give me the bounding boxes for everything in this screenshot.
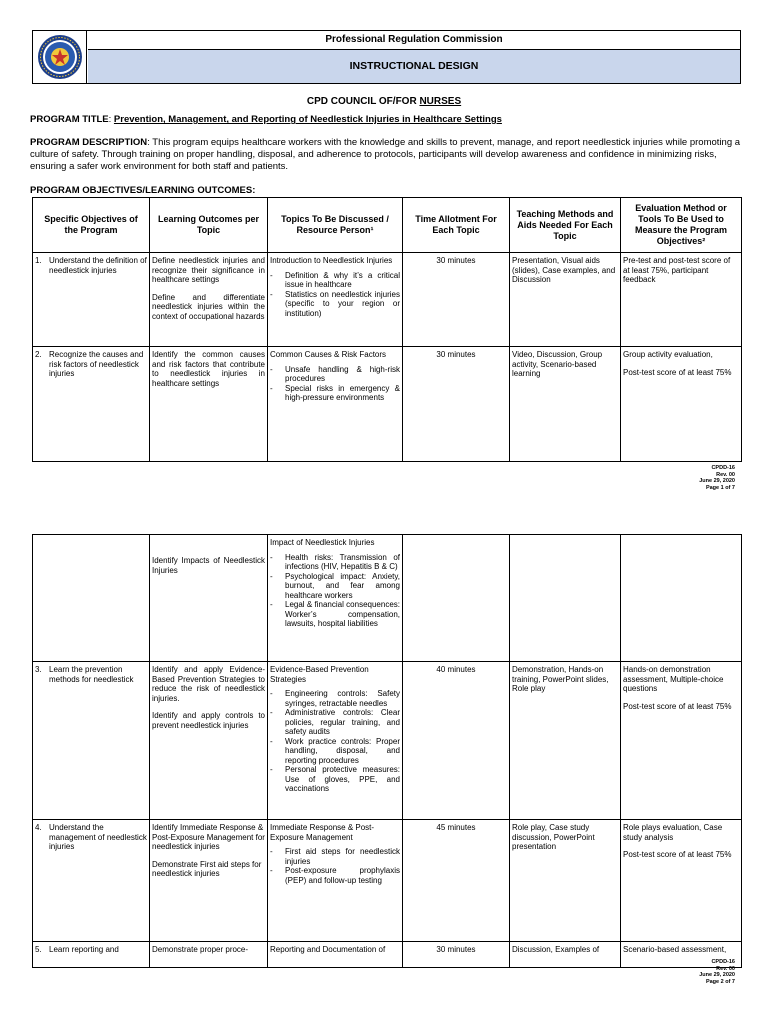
- topic-bullet: - Post-exposure prophylaxis (PEP) and follow-up testing: [270, 866, 400, 885]
- program-title-value: Prevention, Management, and Reporting of Needlestick Injuries in Healthcare Settings: [113, 114, 502, 125]
- outcome-text: Define and differentiate needlestick injuries within the context of occupational hazards: [152, 292, 265, 321]
- table-row: [33, 253, 742, 347]
- evaluation-cell: [621, 535, 742, 662]
- methods-cell: Video, Discussion, Group activity, Scenario-based learning: [510, 347, 621, 462]
- outcome-text: Identify and apply Evidence-Based Prevention Strategies to reduce the risk of needlestick injuries.: [152, 665, 265, 703]
- topic-cell: [268, 535, 403, 662]
- topic-bullet: - Statistics on needlestick injuries (specific to your region or institution): [270, 290, 400, 319]
- page-footer: [699, 959, 735, 985]
- methods-cell: Demonstration, Hands-on training, PowerPoint slides, Role play: [510, 662, 621, 820]
- topic-list: [270, 365, 400, 403]
- evaluation-text: Post-test score of at least 75%: [623, 850, 732, 859]
- methods-cell: Role play, Case study discussion, PowerPoint presentation: [510, 820, 621, 942]
- column-header: Topics To Be Discussed / Resource Person¹: [268, 198, 403, 253]
- column-header: Learning Outcomes per Topic: [150, 198, 268, 253]
- table-header-row: [33, 198, 742, 253]
- objective-number: 5.: [35, 945, 42, 954]
- methods-cell: Discussion, Examples of: [510, 942, 621, 968]
- outcome-cell: [150, 820, 268, 942]
- time-cell: 45 minutes: [403, 820, 510, 942]
- topic-list: [270, 553, 400, 629]
- topic-bullet: - Unsafe handling & high-risk procedures: [270, 365, 400, 384]
- objective-number: 3.: [35, 665, 42, 674]
- form-code: CPDD-16: [711, 959, 735, 965]
- objective-cell: [33, 942, 150, 968]
- outcome-cell: Identify the common causes and risk factors that contribute to needlestick injuries in healthcare settings: [150, 347, 268, 462]
- outcome-cell: Demonstrate proper proce-: [150, 942, 268, 968]
- revision-date: June 29, 2020: [699, 972, 735, 978]
- column-header: Teaching Methods and Aids Needed For Each Topic: [510, 198, 621, 253]
- council-heading: [0, 96, 768, 107]
- organization-name: Professional Regulation Commission: [88, 31, 740, 50]
- document-type-title: INSTRUCTIONAL DESIGN: [88, 50, 740, 83]
- page-number: Page 1 of 7: [705, 484, 735, 491]
- time-cell: 30 minutes: [403, 942, 510, 968]
- evaluation-cell: [621, 820, 742, 942]
- document-page-2: [0, 500, 768, 1024]
- topic-bullet: - Special risks in emergency & high-pressure environments: [270, 384, 400, 403]
- document-page-1: [0, 0, 768, 500]
- objectives-table-continued: [32, 534, 742, 968]
- objective-cell: [33, 535, 150, 662]
- objectives-table: [32, 197, 742, 462]
- program-description-text: : This program equips healthcare workers with the knowledge and skills to prevent, manage, and report needlestick injuries while promoting a culture of safety. Through training on proper handling, disposal, and adherence to protocols, participants will develop awareness and confidence in minimizing risks, ensuring a safer work environment for both staff and patients.: [30, 137, 741, 172]
- table-row: [33, 820, 742, 942]
- time-cell: 40 minutes: [403, 662, 510, 820]
- evaluation-cell: [621, 662, 742, 820]
- objective-cell: [33, 662, 150, 820]
- objective-cell: [33, 347, 150, 462]
- objective-cell: [33, 820, 150, 942]
- topic-list: [270, 271, 400, 319]
- topic-bullet: - Engineering controls: Safety syringes, retractable needles: [270, 689, 400, 708]
- outcome-cell: [150, 662, 268, 820]
- topic-bullet: - Work practice controls: Proper handling, disposal, and reporting procedures: [270, 737, 400, 766]
- document-header: [32, 30, 741, 84]
- revision: Rev. 00: [716, 965, 735, 972]
- evaluation-text: Post-test score of at least 75%: [623, 701, 732, 711]
- table-row: [33, 662, 742, 820]
- evaluation-text: Group activity evaluation,: [623, 350, 713, 359]
- topic-cell: [268, 662, 403, 820]
- objective-text: Understand the definition of needlestick injuries: [49, 256, 147, 275]
- evaluation-cell: Pre-test and post-test score of at least 75%, participant feedback: [621, 253, 742, 347]
- program-title: PROGRAM TITLE: Prevention, Management, and Reporting of Needlestick Injuries in Healthcare Settings: [30, 114, 502, 125]
- topic-title: Impact of Needlestick Injuries: [270, 538, 375, 547]
- evaluation-text: Role plays evaluation, Case study analysis: [623, 823, 723, 842]
- table-row: [33, 942, 742, 968]
- objective-text: Learn the prevention methods for needlestick: [49, 665, 134, 684]
- program-title-label: PROGRAM TITLE: [30, 114, 109, 125]
- objectives-heading: PROGRAM OBJECTIVES/LEARNING OUTCOMES:: [30, 185, 256, 196]
- column-header: Specific Objectives of the Program: [33, 198, 150, 253]
- objective-number: 1.: [35, 256, 42, 265]
- time-cell: 30 minutes: [403, 347, 510, 462]
- topic-bullet: - First aid steps for needlestick injuries: [270, 847, 400, 866]
- topic-cell: [268, 820, 403, 942]
- topic-cell: [268, 253, 403, 347]
- outcome-text: Identify Immediate Response & Post-Exposure Management for needlestick injuries: [152, 823, 265, 851]
- form-code: CPDD-16: [711, 465, 735, 471]
- outcome-text: Demonstrate First aid steps for needlestick injuries: [152, 859, 262, 878]
- time-cell: 30 minutes: [403, 253, 510, 347]
- revision: Rev. 00: [716, 471, 735, 478]
- evaluation-cell: Scenario-based assessment,: [621, 942, 742, 968]
- council-name: NURSES: [419, 96, 462, 107]
- objective-text: Recognize the causes and risk factors of needlestick injuries: [49, 350, 144, 378]
- program-description: [30, 137, 742, 173]
- topic-bullet: - Administrative controls: Clear policies, regular training, and safety audits: [270, 708, 400, 737]
- outcome-text: Identify Impacts of Needlestick Injuries: [152, 556, 265, 575]
- topic-bullet: - Personal protective measures: Use of gloves, PPE, and vaccinations: [270, 765, 400, 794]
- methods-cell: Presentation, Visual aids (slides), Case examples, and Discussion: [510, 253, 621, 347]
- council-prefix: CPD COUNCIL OF/FOR: [306, 96, 420, 107]
- outcome-text: Identify and apply controls to prevent needlestick injuries: [152, 711, 265, 730]
- objective-text: Understand the management of needlestick injuries: [49, 823, 147, 851]
- column-header: Time Allotment For Each Topic: [403, 198, 510, 253]
- topic-list: [270, 689, 400, 794]
- page-footer: [699, 465, 735, 491]
- objective-number: 4.: [35, 823, 42, 832]
- objective-number: 2.: [35, 350, 42, 359]
- prc-seal-logo: [33, 31, 87, 83]
- revision-date: June 29, 2020: [699, 478, 735, 484]
- topic-bullet: - Legal & financial consequences: Worker’s compensation, lawsuits, hospital liabilities: [270, 600, 400, 629]
- outcome-cell: [150, 535, 268, 662]
- program-description-label: PROGRAM DESCRIPTION: [30, 137, 148, 148]
- topic-title: Immediate Response & Post-Exposure Management: [270, 823, 375, 842]
- outcome-cell: [150, 253, 268, 347]
- topic-bullet: - Health risks: Transmission of infections (HIV, Hepatitis B & C): [270, 553, 400, 572]
- topic-title: Evidence-Based Prevention Strategies: [270, 665, 369, 684]
- topic-bullet: - Definition & why it’s a critical issue in healthcare: [270, 271, 400, 290]
- table-row: [33, 535, 742, 662]
- topic-title: Introduction to Needlestick Injuries: [270, 256, 393, 265]
- topic-bullet: - Psychological impact: Anxiety, burnout, and fear among healthcare workers: [270, 572, 400, 601]
- seal-icon: [37, 34, 83, 80]
- methods-cell: [510, 535, 621, 662]
- table-row: [33, 347, 742, 462]
- topic-cell: Reporting and Documentation of: [268, 942, 403, 968]
- evaluation-cell: [621, 347, 742, 462]
- evaluation-text: Hands-on demonstration assessment, Multiple-choice questions: [623, 665, 724, 693]
- column-header: Evaluation Method or Tools To Be Used to Measure the Program Objectives²: [621, 198, 742, 253]
- objective-cell: [33, 253, 150, 347]
- evaluation-text: Post-test score of at least 75%: [623, 367, 732, 377]
- topic-title: Common Causes & Risk Factors: [270, 350, 387, 359]
- page-number: Page 2 of 7: [705, 978, 735, 985]
- time-cell: [403, 535, 510, 662]
- topic-cell: [268, 347, 403, 462]
- outcome-text: Define needlestick injuries and recognize their significance in healthcare settings: [152, 256, 265, 284]
- objective-text: Learn reporting and: [49, 945, 119, 954]
- topic-list: [270, 847, 400, 885]
